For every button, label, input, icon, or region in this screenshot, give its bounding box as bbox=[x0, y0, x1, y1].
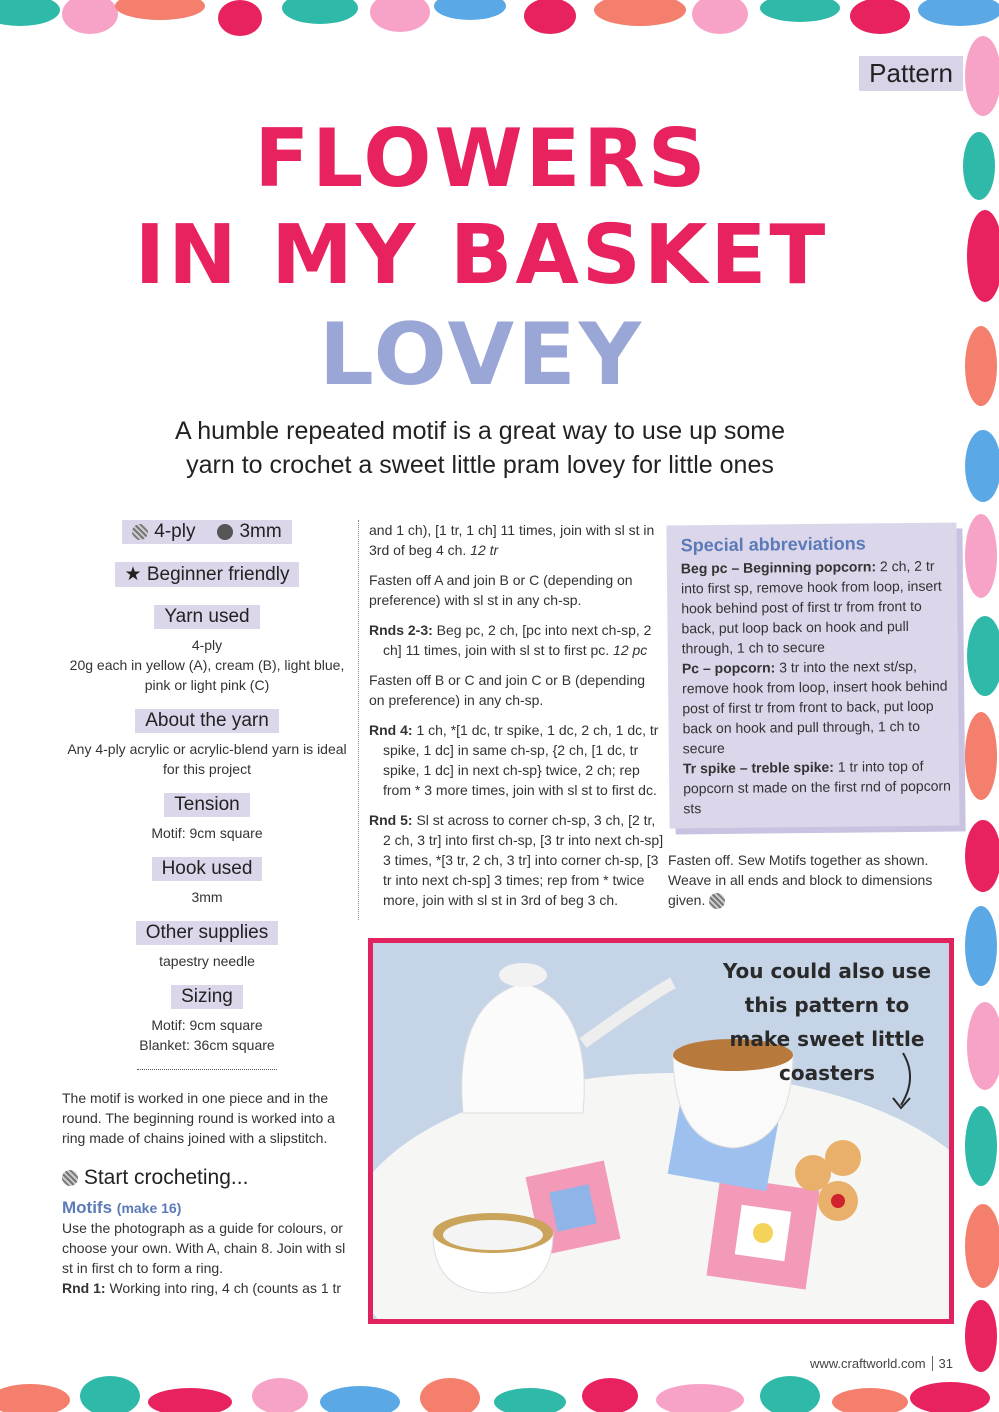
floral-border-top bbox=[0, 0, 999, 36]
rnd1-count: 12 tr bbox=[466, 542, 499, 558]
hook-icon bbox=[217, 524, 233, 540]
page-footer bbox=[810, 1356, 953, 1371]
hook-size: 3mm bbox=[239, 521, 282, 542]
abbrev-beg-pc bbox=[681, 556, 952, 659]
yarn-weight: 4-ply bbox=[154, 521, 196, 542]
level-text: Beginner friendly bbox=[146, 564, 290, 585]
rnds-2-3-count: 12 pc bbox=[609, 642, 648, 658]
other-supplies-text: tapestry needle bbox=[159, 953, 255, 969]
footer-separator bbox=[932, 1356, 933, 1371]
title-line-3: LOVEY bbox=[318, 305, 645, 405]
motifs-text: Use the photograph as a guide for colours, or choose your own. With A, chain 8. Join with sl st in first ch to form a ring. bbox=[62, 1220, 346, 1276]
hook-used-text: 3mm bbox=[191, 889, 223, 905]
fasten-off-a: Fasten off A and join B or C (depending on preference) with sl st in any ch-sp. bbox=[369, 572, 633, 608]
abbrev-tr-spike-label: Tr spike – treble spike: bbox=[682, 758, 835, 777]
rnd-5 bbox=[369, 810, 664, 910]
subtitle bbox=[100, 414, 860, 482]
rnds-2-3 bbox=[369, 620, 664, 660]
rnd1-label: Rnd 1: bbox=[62, 1280, 106, 1296]
yarn-ball-icon bbox=[62, 1170, 78, 1186]
about-yarn-text: Any 4-ply acrylic or acrylic-blend yarn is ideal for this project bbox=[67, 741, 347, 777]
motifs-title: Motifs bbox=[62, 1198, 113, 1217]
sizing-text-2: Blanket: 36cm square bbox=[139, 1037, 275, 1053]
rnd1-instructions bbox=[62, 1278, 352, 1298]
yarn-used-info bbox=[62, 635, 352, 695]
start-heading-text: Start crocheting... bbox=[83, 1166, 249, 1189]
rnd1-continued bbox=[369, 520, 664, 560]
abbrev-beg-pc-text: 2 ch, 2 tr into first sp, remove hook from loop, insert hook behind post of first tr from front to back, put loop back on hook and pull through, 1 ch to secure bbox=[680, 557, 942, 657]
abbreviations-heading: Special abbreviations bbox=[680, 533, 866, 556]
abbrev-tr-spike-text: 1 tr into top of popcorn st made on the first rnd of popcorn sts bbox=[683, 757, 951, 817]
photo-caption: You could also use this pattern to make sweet little coasters bbox=[722, 959, 932, 1085]
rnd-4 bbox=[369, 720, 664, 800]
sizing-text-1: Motif: 9cm square bbox=[151, 1017, 263, 1033]
star-icon: ★ bbox=[124, 564, 147, 585]
rnd1-text: Working into ring, 4 ch (counts as 1 tr bbox=[105, 1280, 342, 1296]
specs-column bbox=[62, 520, 352, 1298]
about-yarn-label: About the yarn bbox=[135, 709, 279, 733]
instructions-column bbox=[358, 520, 664, 920]
abbrev-pc-text: 3 tr into the next st/sp, remove hook from loop, insert hook behind post of first tr from front to back, put loop back on hook and pull through, 1 ch to secure bbox=[682, 657, 948, 757]
dotted-divider bbox=[137, 1069, 277, 1070]
footer-site: www.craftworld.com bbox=[809, 1356, 926, 1371]
motifs-heading bbox=[62, 1198, 352, 1218]
title-line-2: IN MY BASKET bbox=[134, 208, 829, 303]
abbrev-beg-pc-label: Beg pc – Beginning popcorn: bbox=[680, 558, 877, 577]
fasten-off-b: Fasten off B or C and join C or B (depending on preference) in any ch-sp. bbox=[369, 672, 646, 708]
yarn-ball-icon bbox=[709, 893, 725, 909]
rnd-5-label: Rnd 5: bbox=[369, 812, 413, 828]
start-heading bbox=[62, 1166, 352, 1190]
yarn-used-text-2: 20g each in yellow (A), cream (B), light blue, pink or light pink (C) bbox=[69, 657, 345, 693]
rnd1-cont-text: and 1 ch), [1 tr, 1 ch] 11 times, join with sl st in 3rd of beg 4 ch. bbox=[369, 522, 655, 558]
rnd-4-label: Rnd 4: bbox=[369, 722, 413, 738]
title-line-1: FLOWERS bbox=[254, 112, 709, 205]
hook-used-label: Hook used bbox=[152, 857, 263, 881]
section-tag: Pattern bbox=[859, 56, 963, 91]
rnd-4-text: 1 ch, *[1 dc, tr spike, 1 dc, 2 ch, 1 dc, tr spike, 1 dc] in same ch-sp, {2 ch, [1 dc, tr spike, 1 dc] in next ch-sp} twice, 2 ch; rep from * 3 more times, join with sl st to first dc. bbox=[383, 722, 659, 798]
subtitle-line-2: yarn to crochet a sweet little pram lovey for little ones bbox=[186, 451, 774, 479]
motifs-note: (make 16) bbox=[116, 1200, 182, 1216]
sizing-label: Sizing bbox=[171, 985, 243, 1009]
floral-border-right bbox=[963, 36, 999, 1376]
abbrev-tr-spike bbox=[683, 756, 954, 819]
finishing-text bbox=[668, 850, 948, 910]
tension-text: Motif: 9cm square bbox=[151, 825, 263, 841]
abbreviations-box bbox=[666, 522, 959, 828]
yarn-used-text-1: 4-ply bbox=[191, 637, 223, 653]
level-badge bbox=[115, 562, 300, 587]
yarn-hook-badge bbox=[122, 520, 291, 544]
finishing-text-content: Fasten off. Sew Motifs together as shown. Weave in all ends and block to dimensions given. bbox=[668, 852, 933, 908]
yarn-used-label: Yarn used bbox=[154, 605, 259, 629]
intro-text: The motif is worked in one piece and in the round. The beginning round is worked into a ring made of chains joined with a slipstitch. bbox=[62, 1090, 335, 1146]
yarn-ball-icon bbox=[132, 524, 148, 540]
sizing-info bbox=[62, 1015, 352, 1055]
floral-border-bottom bbox=[0, 1376, 999, 1412]
rnds-2-3-label: Rnds 2-3: bbox=[369, 622, 433, 638]
page-number: 31 bbox=[938, 1356, 953, 1371]
abbrev-pc-label: Pc – popcorn: bbox=[681, 659, 776, 677]
rnds-2-3-text: Beg pc, 2 ch, [pc into next ch-sp, 2 ch] 11 times, join with sl st to first pc. bbox=[383, 622, 652, 658]
other-supplies-label: Other supplies bbox=[136, 921, 279, 945]
abbrev-pc bbox=[682, 656, 953, 759]
subtitle-line-1: A humble repeated motif is a great way to use up some bbox=[174, 417, 786, 445]
rnd-5-text: Sl st across to corner ch-sp, 3 ch, [2 tr, 2 ch, 3 tr] into first ch-sp, [3 tr into next ch-sp] 3 times, *[3 tr, 2 ch, 3 tr] into corner ch-sp, [3 tr into next ch-sp] 3 times; rep from * twice more, join with sl st in 3rd of beg 3 ch. bbox=[383, 812, 664, 908]
tension-label: Tension bbox=[164, 793, 250, 817]
